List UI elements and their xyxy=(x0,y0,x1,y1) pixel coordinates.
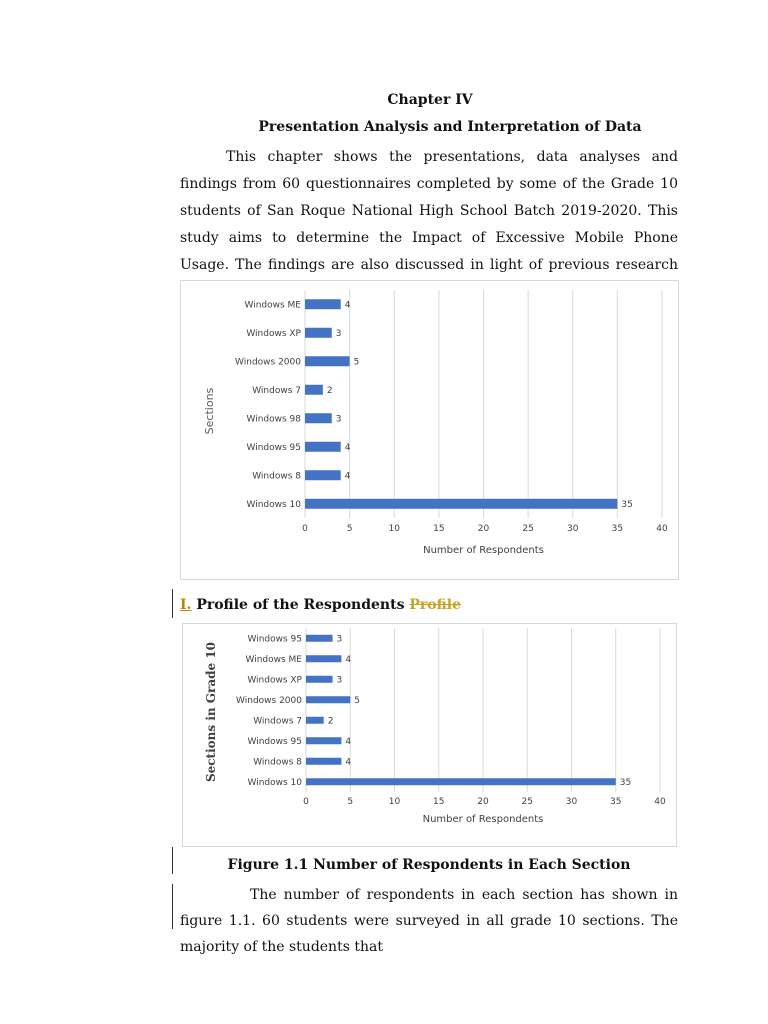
bar xyxy=(306,676,333,683)
x-tick-label: 35 xyxy=(611,524,624,534)
bar xyxy=(305,442,341,452)
category-label: Windows 95 xyxy=(247,634,302,645)
bar xyxy=(305,299,341,309)
bar xyxy=(306,778,616,785)
change-bar xyxy=(172,847,173,874)
bar xyxy=(306,717,324,724)
data-label: 4 xyxy=(344,300,351,311)
chart-1-svg xyxy=(181,281,678,579)
data-label: 5 xyxy=(353,357,360,368)
data-label: 3 xyxy=(335,328,342,339)
intro-text: This chapter shows the presentations, data analyses and findings from 60 questionnaires completed by some of the Grade 10 students of San Roque National High School Batch 2019-2020. This study aims to determine the Impact of Excessive Mobile Phone Usage. The findings are also discussed in light of previous research xyxy=(180,149,678,273)
data-label: 35 xyxy=(619,777,632,788)
category-label: Windows 2000 xyxy=(236,695,302,706)
bar xyxy=(306,655,341,662)
data-label: 35 xyxy=(621,499,633,510)
data-label: 4 xyxy=(345,736,352,747)
category-label: Windows ME xyxy=(245,654,302,665)
x-tick-label: 5 xyxy=(347,797,354,807)
category-label: Windows 95 xyxy=(246,442,301,453)
bar xyxy=(305,328,332,338)
x-tick-label: 40 xyxy=(656,524,668,534)
x-tick-label: 20 xyxy=(477,524,490,534)
bar xyxy=(306,635,333,642)
category-label: Windows 7 xyxy=(252,385,301,396)
data-label: 2 xyxy=(326,385,333,396)
data-label: 3 xyxy=(336,675,343,686)
x-tick-label: 30 xyxy=(565,797,578,807)
chart-2 xyxy=(182,623,677,847)
chapter-heading: Chapter IV xyxy=(387,92,473,108)
data-label: 3 xyxy=(335,414,342,425)
x-tick-label: 15 xyxy=(433,524,445,534)
x-tick-label: 25 xyxy=(522,524,534,534)
chapter-title: Presentation Analysis and Interpretation of Data xyxy=(258,119,642,135)
bar xyxy=(305,470,341,480)
category-label: Windows 95 xyxy=(247,736,302,747)
category-label: Windows 10 xyxy=(246,499,301,510)
x-tick-label: 35 xyxy=(610,797,622,807)
bar xyxy=(305,413,332,423)
y-axis-title: Sections xyxy=(203,387,216,435)
category-label: Windows XP xyxy=(246,328,301,339)
data-label: 4 xyxy=(345,654,352,665)
x-tick-label: 0 xyxy=(303,797,309,807)
bar xyxy=(306,737,341,744)
chart-2-svg xyxy=(183,624,676,846)
section-heading xyxy=(180,597,461,613)
figure-caption: Figure 1.1 Number of Respondents in Each Section xyxy=(227,857,631,873)
data-label: 2 xyxy=(327,716,334,727)
x-axis-title: Number of Respondents xyxy=(423,545,544,556)
category-label: Windows 2000 xyxy=(235,357,301,368)
change-bar xyxy=(172,884,173,929)
x-tick-label: 10 xyxy=(388,797,401,807)
data-label: 4 xyxy=(344,471,351,482)
data-label: 3 xyxy=(336,634,343,645)
x-axis-title: Number of Respondents xyxy=(422,814,544,825)
category-label: Windows 98 xyxy=(246,414,301,425)
body-paragraph xyxy=(180,882,678,960)
x-tick-label: 20 xyxy=(477,797,489,807)
x-tick-label: 25 xyxy=(521,797,533,807)
category-label: Windows 10 xyxy=(247,777,302,788)
bar xyxy=(306,696,350,703)
bar xyxy=(305,356,350,366)
x-tick-label: 15 xyxy=(433,797,445,807)
category-label: Windows 8 xyxy=(253,757,302,768)
x-tick-label: 10 xyxy=(388,524,400,534)
change-bar xyxy=(172,589,173,618)
bar xyxy=(305,385,323,395)
y-axis-title: Sections in Grade 10 xyxy=(204,641,218,783)
category-label: Windows XP xyxy=(247,675,302,686)
x-tick-label: 5 xyxy=(346,524,353,534)
category-label: Windows 7 xyxy=(253,716,302,727)
data-label: 5 xyxy=(354,695,360,706)
tracked-deletion: Profile xyxy=(409,597,461,613)
x-tick-label: 0 xyxy=(302,524,308,534)
section-title: Profile of the Respondents xyxy=(196,597,405,613)
body-text: The number of respondents in each section has shown in figure 1.1. 60 students were surveyed in all grade 10 sections. The majority of the students that xyxy=(180,887,678,955)
chart-1 xyxy=(180,280,679,580)
bar xyxy=(305,499,617,509)
data-label: 4 xyxy=(344,442,351,453)
x-tick-label: 30 xyxy=(567,524,579,534)
x-tick-label: 40 xyxy=(654,797,666,807)
data-label: 4 xyxy=(345,757,352,768)
section-number: I. xyxy=(180,597,192,613)
category-label: Windows ME xyxy=(244,300,301,311)
bar xyxy=(306,758,341,765)
category-label: Windows 8 xyxy=(252,471,301,482)
